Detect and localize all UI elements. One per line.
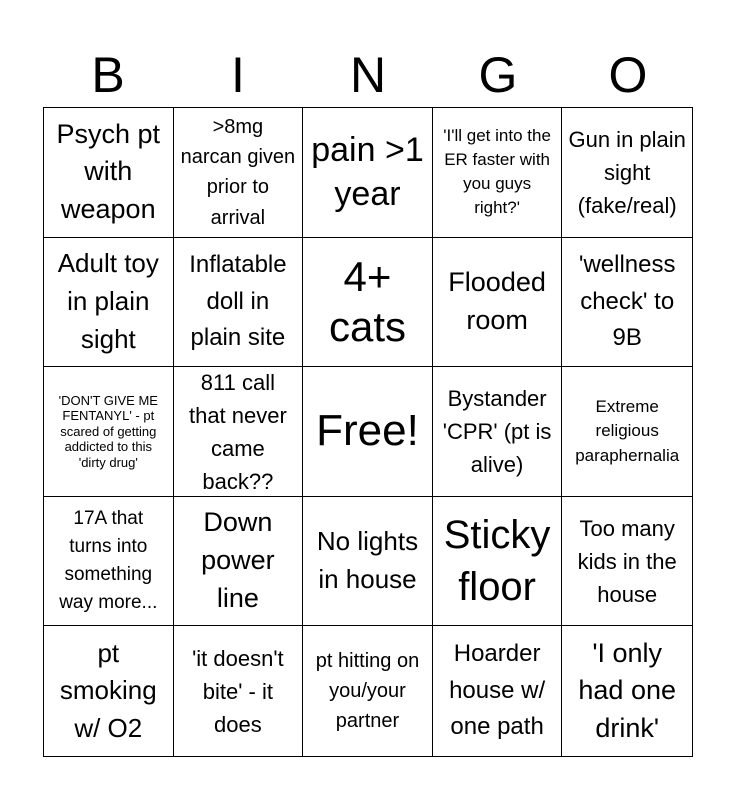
cell-text: No lights in house [316, 526, 419, 595]
cell-text: Hoarder house w/ one path [449, 640, 546, 741]
bingo-cell-r4c1[interactable] [44, 497, 174, 627]
cell-text: 4+ cats [328, 252, 406, 350]
header-letter-b: B [91, 47, 125, 103]
bingo-cell-r2c2[interactable] [174, 238, 304, 368]
bingo-cell-r5c1[interactable] [44, 626, 174, 756]
cell-text: 'it doesn't bite' - it does [192, 645, 284, 737]
bingo-cell-r3c4[interactable] [433, 367, 563, 497]
bingo-cell-r4c4[interactable] [433, 497, 563, 627]
header-letter-o: O [608, 47, 648, 103]
cell-text: 'wellness check' to 9B [578, 251, 676, 352]
cell-text: Adult toy in plain sight [57, 248, 159, 354]
bingo-cell-r1c1[interactable] [44, 108, 174, 238]
cell-text: Inflatable doll in plain site [189, 251, 287, 352]
cell-text: Too many kids in the house [577, 515, 677, 607]
bingo-cell-r4c3[interactable] [303, 497, 433, 627]
cell-text: >8mg narcan given prior to arrival [180, 115, 296, 229]
bingo-cell-r4c2[interactable] [174, 497, 304, 627]
cell-text: 811 call that never came back?? [188, 369, 287, 494]
cell-text: Psych pt with weapon [56, 118, 161, 225]
bingo-header [43, 42, 693, 108]
bingo-cell-r1c4[interactable] [433, 108, 563, 238]
cell-text: Flooded room [448, 267, 546, 335]
bingo-cell-r5c5[interactable] [562, 626, 692, 756]
bingo-cell-r1c3[interactable] [303, 108, 433, 238]
header-letter-n: N [349, 47, 387, 103]
cell-text: Gun in plain sight (fake/real) [568, 126, 686, 218]
bingo-cell-r2c3[interactable] [303, 238, 433, 368]
cell-text: Down power line [201, 507, 275, 613]
cell-text: Extreme religious paraphernalia [575, 397, 680, 465]
free-space-text: Free! [316, 406, 419, 456]
cell-text: 'I'll get into the ER faster with you guys right?' [443, 126, 551, 218]
cell-text: pt hitting on you/your partner [315, 649, 420, 733]
bingo-cell-r2c1[interactable] [44, 238, 174, 368]
bingo-grid [43, 107, 693, 757]
bingo-cell-r5c4[interactable] [433, 626, 563, 756]
bingo-cell-r3c1[interactable] [44, 367, 174, 497]
bingo-cell-r2c4[interactable] [433, 238, 563, 368]
bingo-cell-r3c5[interactable] [562, 367, 692, 497]
bingo-cell-r1c5[interactable] [562, 108, 692, 238]
header-letter-i: I [231, 47, 245, 103]
bingo-cell-r3c2[interactable] [174, 367, 304, 497]
bingo-cell-r1c2[interactable] [174, 108, 304, 238]
cell-text: Bystander 'CPR' (pt is alive) [442, 385, 552, 477]
cell-text: 17A that turns into something way more... [59, 507, 158, 614]
cell-text: pt smoking w/ O2 [59, 637, 157, 744]
cell-text: 'DON'T GIVE ME FENTANYL' - pt scared of getting addicted to this 'dirty drug' [58, 392, 158, 470]
cell-text: 'I only had one drink' [578, 637, 676, 744]
bingo-cell-r5c2[interactable] [174, 626, 304, 756]
cell-text: Sticky floor [443, 513, 551, 610]
bingo-cell-r5c3[interactable] [303, 626, 433, 756]
header-letter-g: G [478, 47, 518, 103]
bingo-cell-r2c5[interactable] [562, 238, 692, 368]
cell-text: pain >1 year [311, 131, 424, 214]
bingo-cell-free[interactable] [303, 367, 433, 497]
bingo-cell-r4c5[interactable] [562, 497, 692, 627]
